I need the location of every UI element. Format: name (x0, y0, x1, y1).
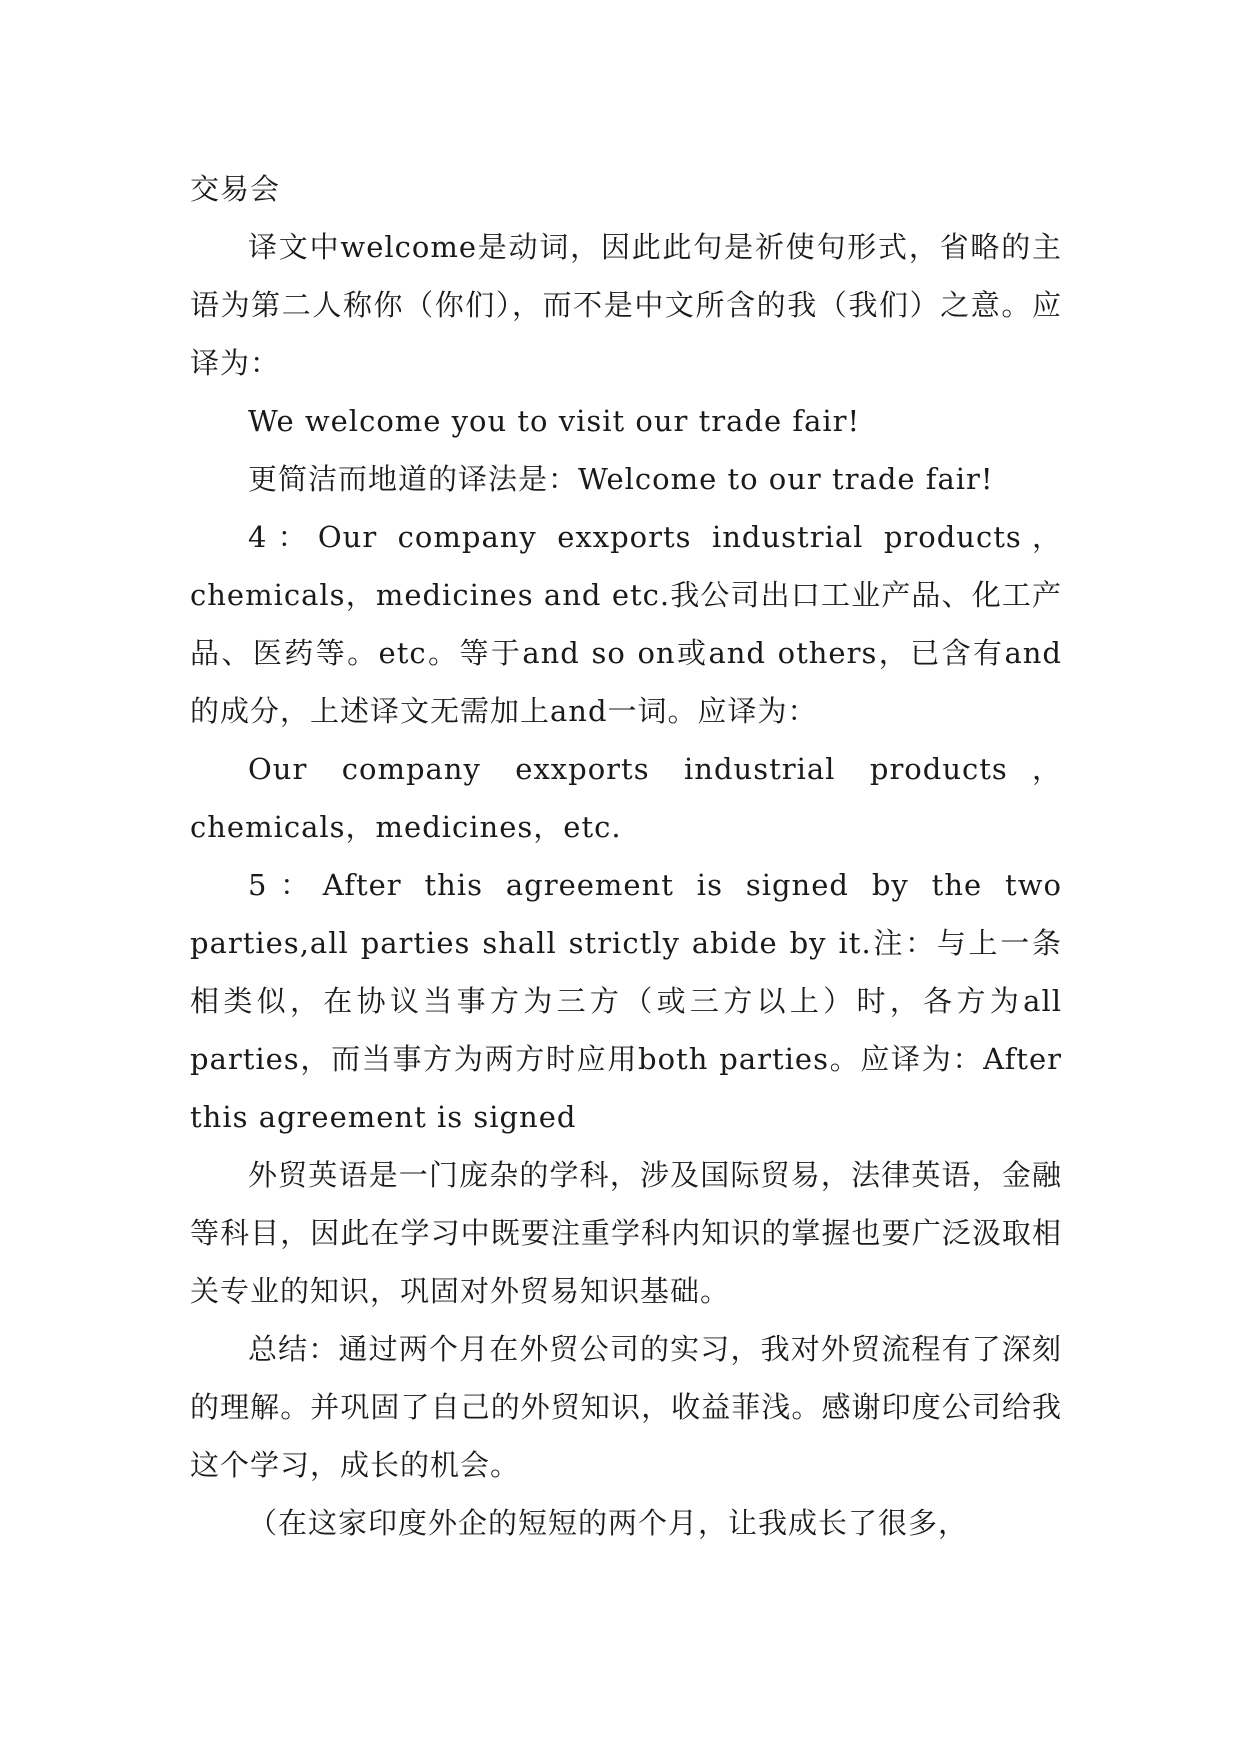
paragraph-welcome-note: 译文中welcome是动词，因此此句是祈使句形式，省略的主语为第二人称你（你们），而不是中文所含的我（我们）之意。应译为： (190, 230, 1062, 380)
paragraph-trade-fair-heading: 交易会 (190, 172, 281, 206)
paragraph-item-5: 5：After this agreement is signed by the two parties,all parties shall strictly abide by it.注：与上一条相类似，在协议当事方为三方（或三方以上）时，各方为all parties，而当事方为两方时应用both parties。应译为：After this agreement is signed (190, 868, 1062, 1134)
paragraph-trade-english-note: 外贸英语是一门庞杂的学科，涉及国际贸易，法律英语，金融等科目，因此在学习中既要注重学科内知识的掌握也要广泛汲取相关专业的知识，巩固对外贸易知识基础。 (190, 1158, 1062, 1308)
paragraph-english-sentence-1: We welcome you to visit our trade fair! (248, 404, 861, 438)
document-body (190, 160, 1062, 1552)
paragraph-closing: （在这家印度外企的短短的两个月，让我成长了很多， (248, 1506, 969, 1540)
paragraph-concise-translation: 更简洁而地道的译法是：Welcome to our trade fair! (248, 462, 994, 496)
paragraph-item-4-translation: Our company exxports industrial products，chemicals，medicines，etc. (190, 752, 1062, 844)
paragraph-summary: 总结：通过两个月在外贸公司的实习，我对外贸流程有了深刻的理解。并巩固了自己的外贸知识，收益菲浅。感谢印度公司给我这个学习，成长的机会。 (190, 1332, 1062, 1482)
paragraph-item-4: 4：Our company exxports industrial products，chemicals，medicines and etc.我公司出口工业产品、化工产品、医药等。etc。等于and so on或and others，已含有and的成分，上述译文无需加上and一词。应译为： (190, 520, 1062, 728)
